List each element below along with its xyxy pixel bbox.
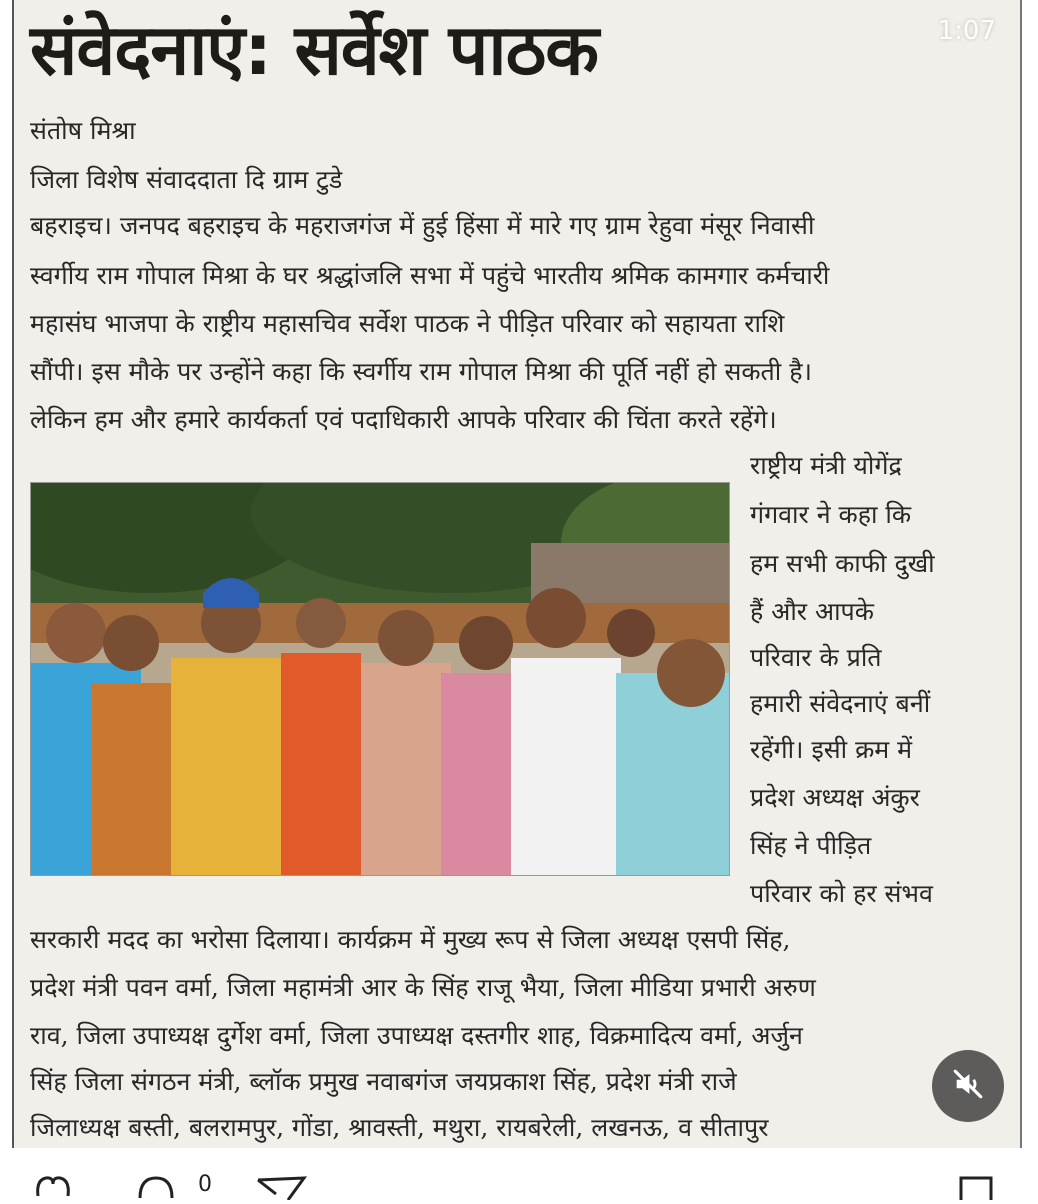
news-photo: [30, 482, 730, 876]
body-line: महासंघ भाजपा के राष्ट्रीय महासचिव सर्वेश पाठक ने पीड़ित परिवार को सहायता राशि: [30, 309, 785, 338]
side-column-line: राष्ट्रीय मंत्री योगेंद्र: [750, 451, 902, 480]
side-column-line: सिंह ने पीड़ित: [750, 831, 872, 860]
side-column-line: परिवार के प्रति: [750, 643, 882, 672]
side-column-line: गंगवार ने कहा कि: [750, 500, 912, 529]
body-line: सरकारी मदद का भरोसा दिलाया। कार्यक्रम में मुख्य रूप से जिला अध्यक्ष एसपी सिंह,: [30, 925, 791, 954]
body-line: स्वर्गीय राम गोपाल मिश्रा के घर श्रद्धांजलि सभा में पहुंचे भारतीय श्रमिक कामगार कर्मचारी: [30, 261, 830, 290]
body-line: लेकिन हम और हमारे कार्यकर्ता एवं पदाधिकारी आपके परिवार की चिंता करते रहेंगे।: [30, 405, 777, 434]
body-line: सौंपी। इस मौके पर उन्होंने कहा कि स्वर्गीय राम गोपाल मिश्रा की पूर्ति नहीं हो सकती है।: [30, 357, 812, 386]
byline: संतोष मिश्रा: [30, 116, 136, 145]
designation: जिला विशेष संवाददाता दि ग्राम टुडे: [30, 165, 343, 194]
side-column-line: हैं और आपके: [750, 597, 874, 626]
side-column-line: प्रदेश अध्यक्ष अंकुर: [750, 783, 920, 812]
body-line: राव, जिला उपाध्यक्ष दुर्गेश वर्मा, जिला उपाध्यक्ष दस्तगीर शाह, विक्रमादित्य वर्मा, अर्जुन: [30, 1021, 803, 1050]
body-line: सिंह जिला संगठन मंत्री, ब्लॉक प्रमुख नवाबगंज जयप्रकाश सिंह, प्रदेश मंत्री राजे: [30, 1067, 737, 1096]
post-actions-bar: [0, 1160, 1038, 1200]
side-column-line: रहेंगी। इसी क्रम में: [750, 735, 913, 764]
speaker-muted-icon: [951, 1067, 985, 1105]
body-line: बहराइच। जनपद बहराइच के महराजगंज में हुई हिंसा में मारे गए ग्राम रेहुवा मंसूर निवासी: [30, 211, 815, 240]
headline: संवेदनाएं: सर्वेश पाठक: [30, 9, 598, 91]
side-column-line: हम सभी काफी दुखी: [750, 549, 935, 578]
body-line: प्रदेश मंत्री पवन वर्मा, जिला महामंत्री आर के सिंह राजू भैया, जिला मीडिया प्रभारी अरुण: [30, 973, 816, 1002]
comment-count: 0: [198, 1172, 212, 1197]
newspaper-clipping: [12, 0, 1022, 1148]
mute-toggle-button[interactable]: [932, 1050, 1004, 1122]
side-column-line: परिवार को हर संभव: [750, 879, 933, 908]
video-timestamp: 1:07: [937, 16, 996, 46]
side-column-line: हमारी संवेदनाएं बनीं: [750, 689, 931, 718]
body-line: जिलाध्यक्ष बस्ती, बलरामपुर, गोंडा, श्रावस्ती, मथुरा, रायबरेली, लखनऊ, व सीतापुर: [30, 1113, 769, 1142]
